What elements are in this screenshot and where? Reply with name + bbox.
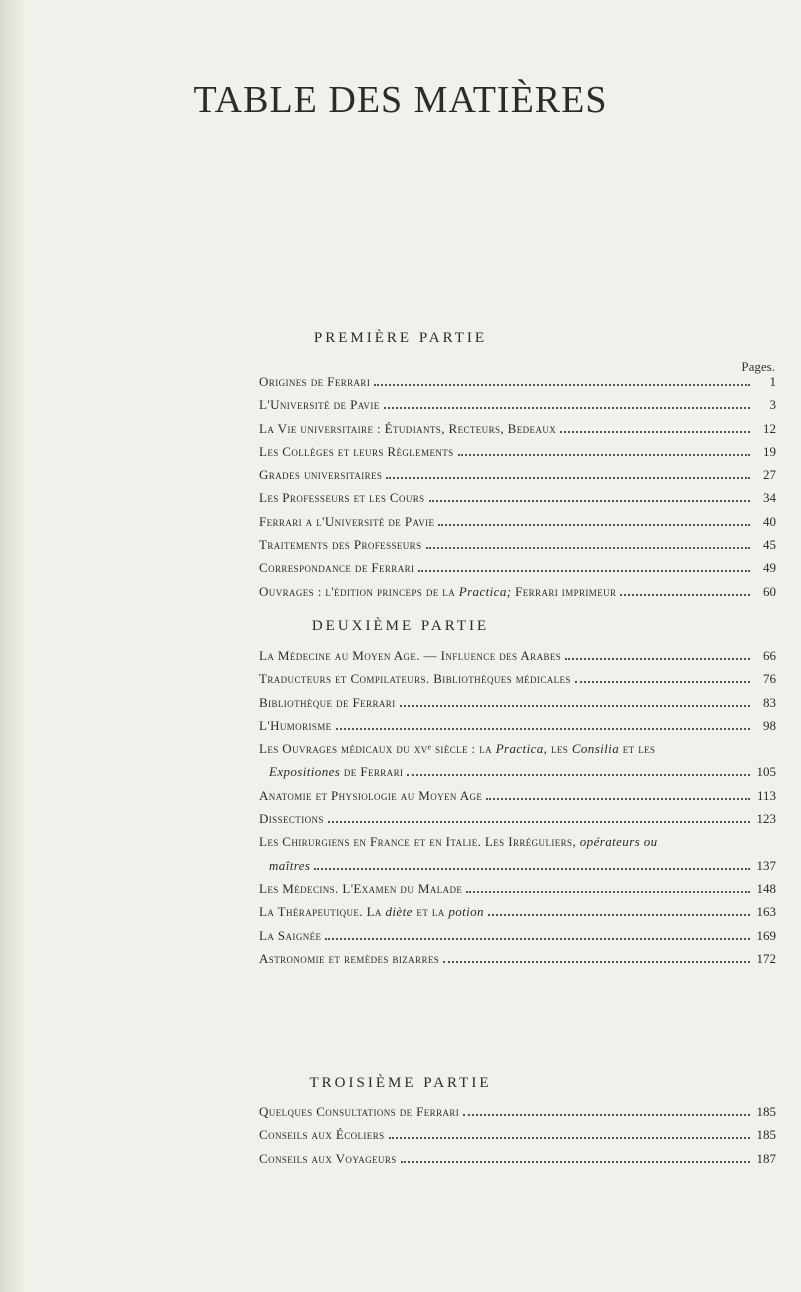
toc-page-number: 113	[756, 787, 776, 803]
toc-page-number: 185	[756, 1127, 776, 1143]
dot-leader	[488, 910, 750, 916]
toc-entry-title	[259, 834, 776, 850]
dot-leader	[407, 770, 750, 776]
toc-page-number: 19	[763, 443, 776, 459]
toc-entry-title	[259, 397, 380, 413]
toc-entry-title-part: Ferrari imprimeur	[515, 583, 617, 599]
page-edge-shadow	[0, 0, 26, 1292]
dot-leader	[426, 543, 751, 549]
toc-entry-title-part: Traitements des Professeurs	[259, 537, 422, 553]
toc-page-number: 12	[763, 420, 776, 436]
toc-page-number: 3	[769, 397, 776, 413]
toc-entry-title	[259, 648, 561, 664]
toc-entry-title	[259, 718, 332, 734]
part-1-heading: PREMIÈRE PARTIE	[313, 330, 488, 346]
toc-page-number: 83	[763, 694, 776, 710]
toc-entry-title-part: et la	[416, 904, 445, 920]
toc-entry-title-part: Ouvrages : l'édition princeps de la	[259, 583, 456, 599]
toc-entry-title	[259, 514, 434, 530]
toc-entry-title-italic: Expositiones	[269, 764, 341, 780]
toc-page-number: 137	[756, 857, 776, 873]
dot-leader	[384, 403, 750, 409]
toc-page-number: 66	[763, 648, 776, 663]
toc-entry-title-italic: potion	[448, 904, 484, 920]
dot-leader	[466, 887, 750, 893]
toc-entry[interactable]	[259, 467, 776, 490]
toc-entry[interactable]	[259, 648, 776, 671]
toc-entry-title-part: Astronomie et remèdes bizarres	[259, 950, 440, 966]
toc-entry[interactable]	[259, 397, 776, 420]
toc-entry[interactable]	[259, 1151, 776, 1174]
part-1-toc	[259, 374, 776, 607]
toc-entry-title	[259, 951, 439, 967]
toc-entry-title-part: Anatomie et Physiologie au Moyen Age	[259, 787, 483, 803]
toc-entry-title-part: Les Médecins. L'Examen du Malade	[259, 880, 463, 896]
toc-entry-title	[259, 444, 454, 460]
toc-entry-title-part: L'Humorisme	[259, 717, 332, 733]
toc-page-number: 148	[756, 880, 776, 896]
toc-page-number: 105	[756, 764, 776, 780]
toc-entry-title-part: Ferrari a l'Université de Pavie	[259, 513, 435, 529]
toc-page-number: 172	[756, 950, 776, 966]
toc-entry-title	[269, 858, 310, 874]
toc-page-number: 40	[763, 513, 776, 529]
toc-entry[interactable]	[259, 421, 776, 444]
toc-entry-title-part: Quelques Consultations de Ferrari	[259, 1104, 460, 1119]
toc-entry-title	[259, 741, 776, 757]
toc-page-number: 169	[756, 927, 776, 943]
dot-leader	[325, 934, 750, 940]
part-3-heading: TROISIÈME PARTIE	[309, 1075, 492, 1091]
toc-entry[interactable]	[259, 951, 776, 974]
toc-entry-title-italic: maîtres	[269, 857, 311, 873]
toc-entry[interactable]	[259, 490, 776, 513]
dot-leader	[389, 1133, 750, 1139]
dot-leader	[418, 566, 750, 572]
toc-entry-title-part: Conseils aux Voyageurs	[259, 1150, 397, 1166]
toc-entry[interactable]	[259, 1104, 776, 1127]
toc-page-number: 185	[756, 1104, 776, 1119]
toc-entry-title-part: L'Université de Pavie	[259, 397, 380, 413]
toc-entry-title-part: Conseils aux Écoliers	[259, 1127, 385, 1143]
toc-entry-title	[269, 764, 403, 780]
toc-entry-title	[259, 560, 414, 576]
dot-leader	[328, 817, 750, 823]
dot-leader	[565, 654, 750, 660]
toc-entry-title-part: La Saignée	[259, 927, 322, 943]
toc-entry[interactable]	[259, 374, 776, 397]
toc-entry-title-part: Les Chirurgiens en France et en Italie. Les Irréguliers,	[259, 834, 577, 850]
part-2-toc	[259, 648, 776, 974]
dot-leader	[401, 1157, 750, 1163]
toc-entry[interactable]	[259, 811, 776, 834]
toc-page-number: 163	[756, 904, 776, 920]
part-3-toc	[259, 1104, 776, 1174]
toc-entry-title-part: Dissections	[259, 811, 324, 827]
toc-entry-title	[259, 1151, 397, 1167]
toc-entry-title-italic: Consilia	[571, 741, 620, 757]
page-title: TABLE DES MATIÈRES	[193, 79, 608, 121]
dot-leader	[314, 864, 750, 870]
toc-entry[interactable]	[259, 514, 776, 537]
toc-entry[interactable]	[259, 928, 776, 951]
dot-leader	[374, 380, 750, 386]
toc-entry-title-italic: Practica,	[495, 741, 548, 757]
toc-entry-title-part: La Vie universitaire : Étudiants, Recteurs, Bedeaux	[259, 420, 557, 436]
toc-entry[interactable]	[259, 718, 776, 741]
dot-leader	[336, 724, 750, 730]
toc-entry-title	[259, 584, 616, 600]
toc-entry-title-part: les	[550, 741, 569, 757]
dot-leader	[575, 677, 750, 683]
toc-page-number: 1	[769, 374, 776, 389]
toc-entry-title-part: Les Professeurs et les Cours	[259, 490, 425, 506]
dot-leader	[386, 473, 750, 479]
toc-entry-title	[259, 695, 396, 711]
toc-entry[interactable]	[259, 858, 776, 881]
toc-entry-title-part: Grades universitaires	[259, 467, 383, 483]
dot-leader	[463, 1110, 750, 1116]
toc-entry[interactable]	[259, 741, 776, 764]
toc-page-number: 49	[763, 560, 776, 576]
toc-entry[interactable]	[259, 537, 776, 560]
pages-column-label: Pages.	[741, 359, 775, 374]
toc-entry[interactable]	[259, 881, 776, 904]
toc-entry-title	[259, 904, 484, 920]
toc-entry[interactable]	[259, 671, 776, 694]
dot-leader	[400, 701, 750, 707]
toc-entry[interactable]	[259, 834, 776, 857]
toc-entry[interactable]	[259, 904, 776, 927]
toc-entry-title	[259, 788, 482, 804]
toc-entry-title	[259, 1127, 385, 1143]
toc-page-number: 27	[763, 467, 776, 483]
dot-leader	[429, 496, 750, 502]
toc-entry[interactable]	[259, 788, 776, 811]
part-2-heading: DEUXIÈME PARTIE	[311, 618, 490, 634]
dot-leader	[560, 427, 750, 433]
toc-entry-title-italic: diète	[385, 904, 413, 920]
dot-leader	[443, 957, 750, 963]
toc-entry-title-part: Correspondance de Ferrari	[259, 560, 415, 576]
toc-entry[interactable]	[259, 444, 776, 467]
toc-entry-title	[259, 1104, 459, 1120]
toc-entry[interactable]	[259, 1127, 776, 1150]
toc-entry-title-part: Les Collèges et leurs Règlements	[259, 443, 454, 459]
toc-page-number: 123	[756, 811, 776, 827]
toc-page-number: 45	[763, 537, 776, 553]
toc-entry[interactable]	[259, 584, 776, 607]
toc-entry-title	[259, 881, 462, 897]
toc-page-number: 60	[763, 583, 776, 599]
toc-entry-title	[259, 490, 425, 506]
toc-page-number: 187	[756, 1150, 776, 1166]
toc-entry-title	[259, 928, 321, 944]
toc-entry-title	[259, 537, 422, 553]
toc-entry-title-italic: opérateurs ou	[579, 834, 658, 850]
dot-leader	[438, 520, 750, 526]
toc-page-number: 98	[763, 717, 776, 733]
toc-entry-title	[259, 467, 382, 483]
toc-entry-title	[259, 671, 571, 687]
toc-entry-title	[259, 811, 324, 827]
toc-entry-title-part: et les	[622, 741, 656, 757]
toc-entry-title-italic: Practica;	[458, 583, 512, 599]
toc-entry-title-part: La Thérapeutique. La	[259, 904, 382, 920]
dot-leader	[486, 794, 750, 800]
toc-entry-title-part: Les Ouvrages médicaux du xvᵉ siècle : la	[259, 741, 493, 757]
toc-entry-title	[259, 374, 370, 390]
toc-entry-title-part: Traducteurs et Compilateurs. Bibliothèques médicales	[259, 671, 571, 687]
toc-entry-title	[259, 421, 556, 437]
toc-entry-title-part: de Ferrari	[343, 764, 404, 780]
dot-leader	[458, 450, 750, 456]
toc-entry[interactable]	[259, 695, 776, 718]
toc-page-number: 76	[763, 671, 776, 687]
toc-entry-title-part: Origines de Ferrari	[259, 374, 371, 389]
toc-entry[interactable]	[259, 560, 776, 583]
toc-entry[interactable]	[259, 764, 776, 787]
toc-page-number: 34	[763, 490, 776, 506]
dot-leader	[620, 590, 750, 596]
toc-entry-title-part: Bibliothèque de Ferrari	[259, 694, 396, 710]
toc-entry-title-part: La Médecine au Moyen Age. — Influence des Arabes	[259, 648, 562, 663]
